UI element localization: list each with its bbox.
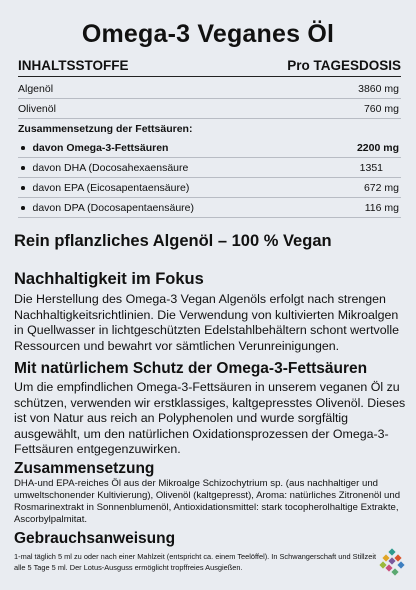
composition-text: DHA-und EPA-reiches Öl aus der Mikroalge Schizochytrium sp. (aus nachhaltiger und umweltschonender Kultivierung), Olivenöl (kaltgepresst), Aroma: natürliches Zitronenöl und Rosmarinextrakt in Sonnenblumenöl, Antioxidationsmittel: stark tocopherolhaltige Extrakte, Ascorbylpalmitat.	[14, 478, 401, 525]
ingredients-table-header	[18, 58, 401, 73]
protection-text: Um die empfindlichen Omega-3-Fettsäuren in unserem veganen Öl zu schützen, verwenden wir erstklassiges, kaltgepresstes Olivenöl. Dieses ist von Natur aus reich an Polyphenolen und wurde sorgfältig ausgewählt, um den natürlichen Oxidationsprozessen der Omega-3-Fettsäuren entgegenzuwirken.	[14, 380, 406, 456]
row-label: Olivenöl	[18, 102, 56, 115]
table-row	[18, 80, 401, 99]
row-label: davon DPA (Docosapentaensäure)	[32, 201, 194, 214]
table-row	[18, 100, 401, 119]
bullet-icon	[21, 206, 25, 210]
logo-tile	[397, 561, 404, 568]
table-row	[18, 159, 401, 178]
bullet-icon	[21, 146, 25, 150]
row-label: Zusammensetzung der Fettsäuren:	[18, 122, 193, 135]
usage-text: 1-mal täglich 5 ml zu oder nach einer Mahlzeit (entspricht ca. einem Teelöffel). In Schwangerschaft und Stillzeit alle 5 Tage 5 ml. Der Lotus-Ausguss ermöglicht tropffreies Ausgießen.	[14, 552, 377, 572]
vegan-claim: Rein pflanzliches Algenöl – 100 % Vegan	[14, 232, 332, 250]
header-ingredients: INHALTSSTOFFE	[18, 58, 129, 73]
logo-tile	[388, 548, 395, 555]
table-row	[18, 139, 401, 158]
logo-tile	[385, 564, 392, 571]
logo-tile	[382, 554, 389, 561]
row-value: 2200 mg	[356, 141, 399, 154]
product-title: Omega-3 Veganes Öl	[81, 20, 335, 48]
brand-logo-icon	[377, 548, 407, 578]
header-divider	[18, 76, 401, 77]
row-label: davon DHA (Docosahexaensäure	[32, 161, 189, 174]
row-value: 3860 mg	[358, 82, 399, 95]
logo-tile	[379, 561, 386, 568]
header-daily-dose: Pro TAGESDOSIS	[287, 58, 401, 73]
table-row-subheading	[18, 120, 401, 138]
row-value: 1351	[359, 161, 383, 174]
ingredients-table	[18, 80, 401, 219]
bullet-icon	[21, 166, 25, 170]
row-value: 116 mg	[364, 201, 399, 214]
logo-tile	[391, 568, 398, 575]
row-label: Algenöl	[18, 82, 54, 95]
usage-heading: Gebrauchsanweisung	[14, 530, 176, 547]
row-label: davon EPA (Eicosapentaensäure)	[32, 181, 190, 194]
composition-heading: Zusammensetzung	[14, 460, 155, 477]
sustainability-heading: Nachhaltigkeit im Fokus	[14, 270, 204, 288]
row-value: 672 mg	[363, 181, 399, 194]
bullet-icon	[21, 186, 25, 190]
logo-tile	[394, 554, 401, 561]
protection-heading: Mit natürlichem Schutz der Omega-3-Fettsäuren	[14, 360, 368, 377]
row-value: 760 mg	[363, 102, 399, 115]
logo-mosaic	[379, 548, 404, 575]
row-label: davon Omega-3-Fettsäuren	[32, 141, 169, 154]
sustainability-text: Die Herstellung des Omega-3 Vegan Algenöls erfolgt nach strengen Nachhaltigkeitsrichtlinien. Die Verwendung von kultivierten Mikroalgen in Quellwasser in lichtgeschützten Edelstahlbehältern schont wertvolle Ressourcen und bewahrt vor sämtlichen Verunreinigungen.	[14, 292, 400, 353]
table-row	[18, 179, 401, 198]
logo-tile	[388, 557, 395, 564]
table-row	[18, 199, 401, 218]
